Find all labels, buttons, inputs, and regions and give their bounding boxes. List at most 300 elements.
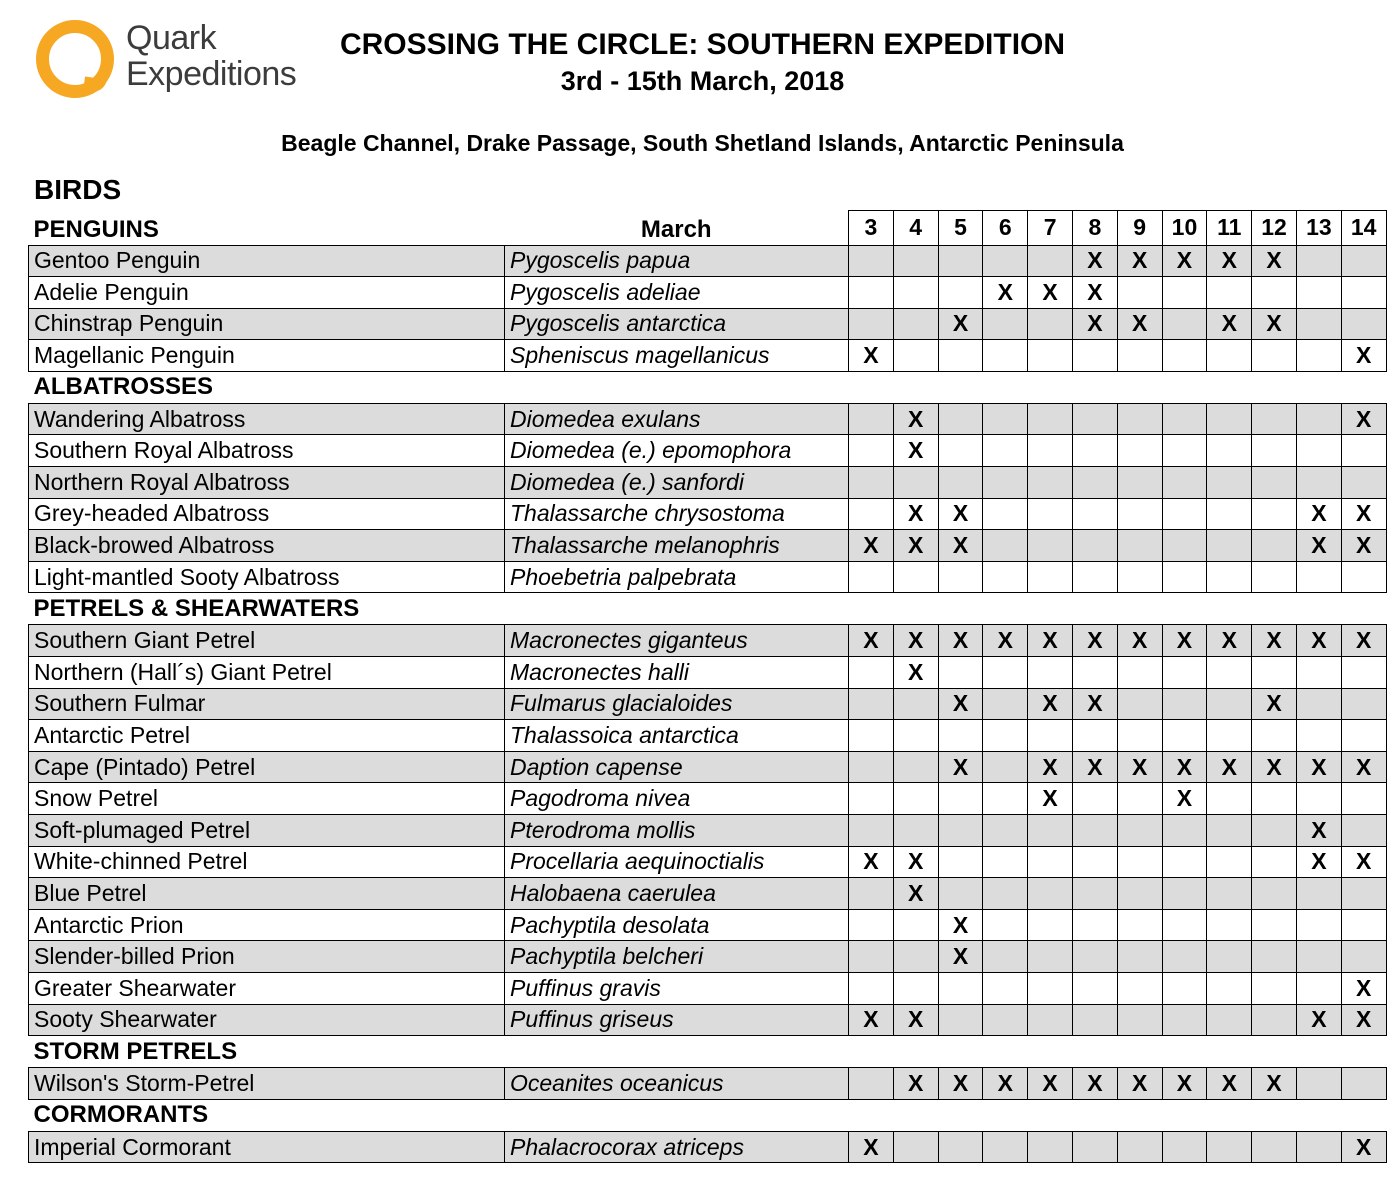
day-header: 11 bbox=[1207, 211, 1252, 246]
sighting-cell bbox=[983, 972, 1028, 1004]
sighting-cell bbox=[1207, 751, 1252, 783]
sighting-cell bbox=[1072, 625, 1117, 657]
sighting-cell bbox=[1162, 467, 1207, 499]
sighting-cell bbox=[1117, 498, 1162, 530]
sighting-cell bbox=[1162, 783, 1207, 815]
sighting-cell bbox=[1252, 625, 1297, 657]
sighting-cell bbox=[1341, 403, 1386, 435]
sighting-cell bbox=[893, 1131, 938, 1163]
category-row bbox=[29, 211, 1387, 246]
sighting-cell bbox=[1252, 498, 1297, 530]
sighting-mark: X bbox=[1042, 753, 1058, 780]
sighting-mark: X bbox=[952, 1069, 969, 1096]
common-name: White-chinned Petrel bbox=[29, 846, 505, 878]
sighting-cell bbox=[1072, 815, 1117, 847]
sighting-cell bbox=[1162, 751, 1207, 783]
sighting-cell bbox=[1207, 846, 1252, 878]
sighting-cell bbox=[1296, 751, 1341, 783]
species-row bbox=[29, 340, 1387, 372]
sighting-mark: X bbox=[908, 532, 924, 559]
sighting-cell bbox=[893, 403, 938, 435]
scientific-name: Daption capense bbox=[505, 751, 849, 783]
sighting-cell bbox=[1028, 815, 1073, 847]
sighting-cell bbox=[1341, 751, 1386, 783]
sighting-cell bbox=[983, 530, 1028, 562]
common-name: Northern (Hall´s) Giant Petrel bbox=[29, 657, 505, 689]
sighting-mark: X bbox=[1176, 247, 1193, 274]
sighting-cell bbox=[1072, 467, 1117, 499]
sighting-cell bbox=[893, 815, 938, 847]
scientific-name: Phoebetria palpebrata bbox=[505, 561, 849, 593]
sighting-mark: X bbox=[1355, 627, 1372, 654]
sighting-cell bbox=[983, 498, 1028, 530]
sighting-cell bbox=[1341, 815, 1386, 847]
sighting-mark: X bbox=[1311, 848, 1327, 875]
scientific-name: Pterodroma mollis bbox=[505, 815, 849, 847]
sighting-cell bbox=[1117, 909, 1162, 941]
sighting-cell bbox=[1341, 625, 1386, 657]
sighting-cell bbox=[893, 530, 938, 562]
species-row bbox=[29, 561, 1387, 593]
sighting-cell bbox=[1296, 878, 1341, 910]
sighting-cell bbox=[1207, 1131, 1252, 1163]
sighting-cell bbox=[1341, 720, 1386, 752]
sighting-cell bbox=[893, 878, 938, 910]
sighting-cell bbox=[1252, 846, 1297, 878]
scientific-name: Fulmarus glacialoides bbox=[505, 688, 849, 720]
category-label: PETRELS & SHEARWATERS bbox=[33, 594, 360, 622]
day-header: 6 bbox=[983, 211, 1028, 246]
sighting-mark: X bbox=[1266, 627, 1282, 654]
sighting-cell bbox=[1028, 625, 1073, 657]
sighting-cell bbox=[1207, 941, 1252, 973]
sighting-cell bbox=[1072, 1068, 1117, 1100]
sighting-cell bbox=[1028, 435, 1073, 467]
sighting-mark: X bbox=[1132, 247, 1148, 274]
sighting-cell bbox=[893, 1068, 938, 1100]
day-header: 7 bbox=[1028, 211, 1073, 246]
sighting-cell bbox=[1117, 1131, 1162, 1163]
sighting-mark: X bbox=[1355, 848, 1372, 875]
sighting-mark: X bbox=[1176, 627, 1193, 654]
sighting-cell bbox=[1207, 815, 1252, 847]
sighting-mark: X bbox=[1176, 785, 1193, 812]
sighting-cell bbox=[983, 340, 1028, 372]
sighting-cell bbox=[1162, 815, 1207, 847]
sighting-mark: X bbox=[1132, 1069, 1148, 1096]
sighting-mark: X bbox=[1266, 690, 1282, 717]
scientific-name: Macronectes giganteus bbox=[505, 625, 849, 657]
sighting-cell bbox=[1341, 909, 1386, 941]
category-label: PENGUINS bbox=[33, 215, 159, 243]
sighting-cell bbox=[1296, 815, 1341, 847]
scientific-name: Diomedea (e.) epomophora bbox=[505, 435, 849, 467]
sighting-cell bbox=[1072, 530, 1117, 562]
sighting-cell bbox=[1296, 561, 1341, 593]
sighting-cell bbox=[1207, 245, 1252, 277]
sighting-cell bbox=[983, 846, 1028, 878]
sighting-cell bbox=[1072, 245, 1117, 277]
sighting-cell bbox=[938, 720, 983, 752]
sighting-cell bbox=[1117, 972, 1162, 1004]
sighting-cell bbox=[893, 1004, 938, 1036]
sighting-cell bbox=[849, 846, 894, 878]
sighting-mark: X bbox=[863, 627, 879, 654]
sighting-cell bbox=[849, 878, 894, 910]
sighting-cell bbox=[1028, 846, 1073, 878]
sighting-cell bbox=[983, 878, 1028, 910]
sighting-cell bbox=[1117, 277, 1162, 309]
sighting-cell bbox=[1162, 909, 1207, 941]
sighting-cell bbox=[893, 435, 938, 467]
sighting-mark: X bbox=[1221, 1069, 1237, 1096]
sighting-cell bbox=[1207, 625, 1252, 657]
sighting-cell bbox=[893, 972, 938, 1004]
sighting-cell bbox=[1341, 498, 1386, 530]
common-name: Imperial Cormorant bbox=[29, 1131, 505, 1163]
sighting-cell bbox=[1072, 1004, 1117, 1036]
sighting-cell bbox=[983, 308, 1028, 340]
common-name: Sooty Shearwater bbox=[29, 1004, 505, 1036]
sighting-cell bbox=[893, 277, 938, 309]
common-name: Antarctic Petrel bbox=[29, 720, 505, 752]
sighting-mark: X bbox=[908, 405, 924, 432]
species-row bbox=[29, 308, 1387, 340]
sighting-mark: X bbox=[1087, 690, 1103, 717]
sighting-cell bbox=[1162, 972, 1207, 1004]
sighting-cell bbox=[1207, 688, 1252, 720]
sighting-mark: X bbox=[1132, 310, 1148, 337]
sighting-cell bbox=[938, 688, 983, 720]
sighting-cell bbox=[938, 972, 983, 1004]
sighting-cell bbox=[1117, 340, 1162, 372]
sighting-cell bbox=[1296, 688, 1341, 720]
sighting-cell bbox=[1117, 878, 1162, 910]
sighting-cell bbox=[1341, 245, 1386, 277]
trip-dates: 3rd - 15th March, 2018 bbox=[560, 66, 845, 96]
sighting-cell bbox=[1028, 941, 1073, 973]
sighting-cell bbox=[1341, 972, 1386, 1004]
day-header: 8 bbox=[1072, 211, 1117, 246]
sighting-cell bbox=[893, 308, 938, 340]
sighting-cell bbox=[1162, 403, 1207, 435]
sighting-cell bbox=[893, 657, 938, 689]
species-row bbox=[29, 467, 1387, 499]
sighting-cell bbox=[1028, 277, 1073, 309]
sighting-mark: X bbox=[1087, 247, 1103, 274]
sighting-mark: X bbox=[1042, 627, 1058, 654]
species-row bbox=[29, 751, 1387, 783]
sighting-cell bbox=[849, 751, 894, 783]
sighting-cell bbox=[983, 467, 1028, 499]
common-name: Black-browed Albatross bbox=[29, 530, 505, 562]
sighting-cell bbox=[1207, 1068, 1252, 1100]
sighting-mark: X bbox=[997, 278, 1013, 305]
scientific-name: Procellaria aequinoctialis bbox=[505, 846, 849, 878]
sighting-cell bbox=[849, 1068, 894, 1100]
sighting-cell bbox=[1162, 1068, 1207, 1100]
sighting-cell bbox=[1072, 435, 1117, 467]
sighting-cell bbox=[938, 435, 983, 467]
sighting-cell bbox=[1296, 1004, 1341, 1036]
category-row bbox=[29, 593, 1387, 625]
common-name: Southern Giant Petrel bbox=[29, 625, 505, 657]
sighting-cell bbox=[1162, 1131, 1207, 1163]
sighting-cell bbox=[1252, 909, 1297, 941]
common-name: Wilson's Storm-Petrel bbox=[29, 1068, 505, 1100]
sighting-mark: X bbox=[952, 532, 969, 559]
sighting-cell bbox=[983, 909, 1028, 941]
species-row bbox=[29, 435, 1387, 467]
sighting-cell bbox=[1162, 530, 1207, 562]
sighting-cell bbox=[1252, 657, 1297, 689]
sighting-cell bbox=[1162, 245, 1207, 277]
sighting-cell bbox=[893, 783, 938, 815]
sighting-mark: X bbox=[1132, 627, 1148, 654]
sighting-cell bbox=[1252, 435, 1297, 467]
sighting-cell bbox=[1341, 1068, 1386, 1100]
category-row bbox=[29, 1099, 1387, 1131]
sighting-cell bbox=[1296, 530, 1341, 562]
species-row bbox=[29, 625, 1387, 657]
sighting-mark: X bbox=[863, 342, 879, 369]
sighting-cell bbox=[1028, 1068, 1073, 1100]
day-header: 12 bbox=[1252, 211, 1297, 246]
day-header: 4 bbox=[893, 211, 938, 246]
sighting-cell bbox=[938, 403, 983, 435]
scientific-name: Phalacrocorax atriceps bbox=[505, 1131, 849, 1163]
sighting-mark: X bbox=[1266, 310, 1282, 337]
sighting-cell bbox=[938, 1068, 983, 1100]
scientific-name: Pachyptila desolata bbox=[505, 909, 849, 941]
species-row bbox=[29, 815, 1387, 847]
sighting-cell bbox=[1207, 467, 1252, 499]
sighting-cell bbox=[849, 467, 894, 499]
sighting-cell bbox=[1252, 277, 1297, 309]
sighting-cell bbox=[1117, 245, 1162, 277]
sighting-cell bbox=[1028, 308, 1073, 340]
sighting-cell bbox=[1207, 657, 1252, 689]
sighting-cell bbox=[1117, 751, 1162, 783]
sighting-cell bbox=[1028, 340, 1073, 372]
sighting-cell bbox=[1296, 277, 1341, 309]
sighting-cell bbox=[1072, 498, 1117, 530]
sighting-cell bbox=[1252, 783, 1297, 815]
sighting-cell bbox=[1162, 308, 1207, 340]
sighting-cell bbox=[1296, 1131, 1341, 1163]
sighting-mark: X bbox=[1355, 500, 1372, 527]
sighting-mark: X bbox=[997, 627, 1013, 654]
sighting-cell bbox=[1296, 1068, 1341, 1100]
sighting-mark: X bbox=[1221, 627, 1237, 654]
sighting-cell bbox=[938, 941, 983, 973]
sighting-cell bbox=[1296, 909, 1341, 941]
species-row bbox=[29, 1131, 1387, 1163]
sighting-cell bbox=[1117, 561, 1162, 593]
common-name: Blue Petrel bbox=[29, 878, 505, 910]
sighting-cell bbox=[1117, 941, 1162, 973]
common-name: Greater Shearwater bbox=[29, 972, 505, 1004]
sighting-cell bbox=[1252, 530, 1297, 562]
sighting-cell bbox=[1072, 941, 1117, 973]
sighting-cell bbox=[849, 815, 894, 847]
scientific-name: Pagodroma nivea bbox=[505, 783, 849, 815]
sighting-cell bbox=[1162, 625, 1207, 657]
sighting-cell bbox=[983, 783, 1028, 815]
sighting-cell bbox=[1341, 688, 1386, 720]
sighting-cell bbox=[1072, 972, 1117, 1004]
sighting-mark: X bbox=[1266, 247, 1282, 274]
sighting-cell bbox=[1296, 625, 1341, 657]
sighting-cell bbox=[1341, 1131, 1386, 1163]
page-title: CROSSING THE CIRCLE: SOUTHERN EXPEDITION bbox=[339, 28, 1066, 61]
scientific-name: Oceanites oceanicus bbox=[505, 1068, 849, 1100]
sighting-cell bbox=[849, 657, 894, 689]
sighting-cell bbox=[1341, 308, 1386, 340]
sighting-mark: X bbox=[863, 848, 879, 875]
sighting-mark: X bbox=[997, 1069, 1013, 1096]
sighting-mark: X bbox=[1087, 310, 1103, 337]
sighting-mark: X bbox=[1087, 753, 1103, 780]
sighting-cell bbox=[1072, 783, 1117, 815]
day-header: 9 bbox=[1117, 211, 1162, 246]
sighting-mark: X bbox=[1266, 753, 1282, 780]
sighting-cell bbox=[1162, 720, 1207, 752]
sighting-cell bbox=[1296, 340, 1341, 372]
sighting-cell bbox=[849, 340, 894, 372]
sighting-cell bbox=[1162, 1004, 1207, 1036]
sighting-mark: X bbox=[1221, 247, 1237, 274]
sighting-cell bbox=[1072, 657, 1117, 689]
sighting-cell bbox=[1296, 720, 1341, 752]
sighting-cell bbox=[893, 720, 938, 752]
sighting-cell bbox=[893, 751, 938, 783]
sighting-mark: X bbox=[908, 1006, 924, 1033]
sighting-cell bbox=[1252, 815, 1297, 847]
sighting-cell bbox=[849, 783, 894, 815]
common-name: Light-mantled Sooty Albatross bbox=[29, 561, 505, 593]
sighting-cell bbox=[1072, 688, 1117, 720]
sighting-cell bbox=[1252, 403, 1297, 435]
sighting-cell bbox=[1252, 245, 1297, 277]
sighting-cell bbox=[1341, 783, 1386, 815]
sighting-cell bbox=[1028, 657, 1073, 689]
sighting-cell bbox=[1028, 878, 1073, 910]
scientific-name: Puffinus griseus bbox=[505, 1004, 849, 1036]
sighting-cell bbox=[1072, 403, 1117, 435]
sighting-cell bbox=[1028, 561, 1073, 593]
sighting-cell bbox=[1296, 435, 1341, 467]
sighting-cell bbox=[1252, 340, 1297, 372]
sighting-mark: X bbox=[1087, 627, 1103, 654]
sighting-mark: X bbox=[1355, 342, 1372, 369]
sighting-cell bbox=[1117, 688, 1162, 720]
sighting-cell bbox=[1296, 783, 1341, 815]
sighting-mark: X bbox=[863, 1006, 879, 1033]
sighting-mark: X bbox=[863, 532, 879, 559]
sighting-cell bbox=[1296, 657, 1341, 689]
category-label: ALBATROSSES bbox=[33, 373, 214, 401]
day-header: 14 bbox=[1341, 211, 1386, 246]
sighting-cell bbox=[1207, 435, 1252, 467]
sighting-mark: X bbox=[952, 753, 969, 780]
sighting-cell bbox=[1117, 657, 1162, 689]
sighting-mark: X bbox=[952, 943, 969, 970]
species-row bbox=[29, 403, 1387, 435]
category-spacer bbox=[505, 371, 1387, 403]
sighting-cell bbox=[983, 403, 1028, 435]
category-label: STORM PETRELS bbox=[33, 1037, 238, 1065]
day-header: 13 bbox=[1296, 211, 1341, 246]
sighting-cell bbox=[893, 909, 938, 941]
sighting-cell bbox=[983, 435, 1028, 467]
sighting-cell bbox=[1207, 498, 1252, 530]
sighting-cell bbox=[1028, 245, 1073, 277]
scientific-name: Diomedea exulans bbox=[505, 403, 849, 435]
sighting-cell bbox=[1296, 972, 1341, 1004]
species-row bbox=[29, 909, 1387, 941]
sighting-cell bbox=[983, 1004, 1028, 1036]
sighting-cell bbox=[849, 1004, 894, 1036]
sighting-cell bbox=[983, 688, 1028, 720]
sighting-cell bbox=[849, 435, 894, 467]
species-row bbox=[29, 972, 1387, 1004]
sighting-cell bbox=[983, 625, 1028, 657]
sighting-cell bbox=[1162, 688, 1207, 720]
sighting-cell bbox=[849, 403, 894, 435]
route-subtitle: Beagle Channel, Drake Passage, South Shetland Islands, Antarctic Peninsula bbox=[281, 130, 1124, 156]
category-label: CORMORANTS bbox=[33, 1101, 209, 1129]
species-row bbox=[29, 783, 1387, 815]
sighting-cell bbox=[1072, 878, 1117, 910]
sighting-cell bbox=[849, 308, 894, 340]
day-header: 3 bbox=[849, 211, 894, 246]
sighting-mark: X bbox=[952, 627, 969, 654]
sighting-cell bbox=[1341, 467, 1386, 499]
sighting-cell bbox=[1341, 561, 1386, 593]
sighting-cell bbox=[1207, 783, 1252, 815]
sighting-cell bbox=[983, 657, 1028, 689]
sighting-mark: X bbox=[1355, 974, 1372, 1001]
scientific-name: Pygoscelis adeliae bbox=[505, 277, 849, 309]
sighting-mark: X bbox=[863, 1133, 879, 1160]
sighting-cell bbox=[1117, 815, 1162, 847]
day-header: 5 bbox=[938, 211, 983, 246]
common-name: Magellanic Penguin bbox=[29, 340, 505, 372]
category-spacer bbox=[505, 1036, 1387, 1068]
checklist-body bbox=[29, 211, 1387, 1163]
sighting-mark: X bbox=[952, 690, 969, 717]
common-name: Slender-billed Prion bbox=[29, 941, 505, 973]
sighting-cell bbox=[1207, 340, 1252, 372]
sighting-mark: X bbox=[1042, 785, 1058, 812]
scientific-name: Pygoscelis antarctica bbox=[505, 308, 849, 340]
common-name: Soft-plumaged Petrel bbox=[29, 815, 505, 847]
section-title: BIRDS bbox=[34, 174, 122, 205]
sighting-mark: X bbox=[1221, 753, 1237, 780]
sighting-cell bbox=[1072, 1131, 1117, 1163]
sighting-mark: X bbox=[1176, 753, 1193, 780]
sighting-mark: X bbox=[1311, 500, 1327, 527]
sighting-cell bbox=[1072, 846, 1117, 878]
sighting-cell bbox=[1207, 277, 1252, 309]
species-row bbox=[29, 498, 1387, 530]
sighting-cell bbox=[893, 245, 938, 277]
sighting-mark: X bbox=[1355, 1006, 1372, 1033]
sighting-cell bbox=[938, 657, 983, 689]
sighting-cell bbox=[849, 625, 894, 657]
sighting-mark: X bbox=[952, 500, 969, 527]
